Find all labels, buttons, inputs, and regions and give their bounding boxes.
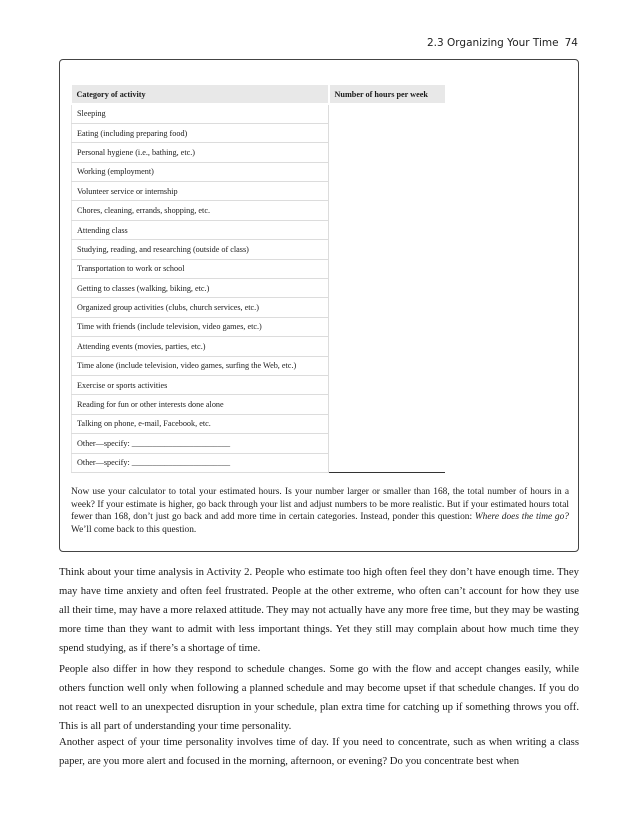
category-cell: Eating (including preparing food)	[72, 123, 329, 142]
running-header	[427, 37, 578, 49]
table-row	[72, 414, 445, 433]
hours-cell[interactable]	[329, 337, 445, 356]
category-cell: Sleeping	[72, 104, 329, 123]
table-row	[72, 337, 445, 356]
hours-cell[interactable]	[329, 104, 445, 123]
box-paragraph-question: Where does the time go?	[474, 512, 569, 523]
hours-cell[interactable]	[329, 201, 445, 220]
table-row	[72, 356, 445, 375]
category-cell: Exercise or sports activities	[72, 375, 329, 394]
table-row	[72, 298, 445, 317]
category-cell: Talking on phone, e-mail, Facebook, etc.	[72, 414, 329, 433]
box-paragraph	[71, 486, 569, 536]
body-paragraph: People also differ in how they respond to schedule changes. Some go with the flow and accept changes easily, while others function well only when following a planned schedule and may become upset if that schedule changes. If you do not react well to an unexpected disruption in your schedule, plan extra time for catching up if something throws you off. This is all part of understanding your time personality.	[59, 663, 579, 732]
column-header-category: Category of activity	[72, 85, 329, 104]
hours-cell[interactable]	[329, 356, 445, 375]
hours-cell[interactable]	[329, 220, 445, 239]
table-row	[72, 201, 445, 220]
category-cell: Chores, cleaning, errands, shopping, etc.	[72, 201, 329, 220]
table-row	[72, 162, 445, 181]
table-row	[72, 453, 445, 472]
hours-cell[interactable]	[329, 162, 445, 181]
category-cell: Working (employment)	[72, 162, 329, 181]
table-row	[72, 317, 445, 336]
category-cell: Getting to classes (walking, biking, etc.)	[72, 279, 329, 298]
time-analysis-table	[71, 85, 445, 473]
hours-cell[interactable]	[329, 182, 445, 201]
category-cell: Other—specify: ________________________	[72, 453, 329, 472]
table-row	[72, 143, 445, 162]
activity-box	[59, 59, 579, 552]
category-cell: Volunteer service or internship	[72, 182, 329, 201]
category-cell: Other—specify: ________________________	[72, 434, 329, 453]
category-cell: Time with friends (include television, video games, etc.)	[72, 317, 329, 336]
box-paragraph-text: Now use your calculator to total your estimated hours. Is your number larger or smaller than 168, the total number of hours in a week? If your estimate is higher, go back through your list and adjust numbers to be more realistic. But if your estimated hours total fewer than 168, don’t just go back and add more time in certain categories. Instead, ponder this question:	[71, 487, 569, 523]
hours-cell[interactable]	[329, 259, 445, 278]
hours-cell[interactable]	[329, 279, 445, 298]
table-row	[72, 375, 445, 394]
table-body	[72, 104, 445, 472]
category-cell: Transportation to work or school	[72, 259, 329, 278]
hours-cell[interactable]	[329, 453, 445, 472]
box-paragraph-text-end: We’ll come back to this question.	[71, 524, 197, 535]
category-cell: Attending events (movies, parties, etc.)	[72, 337, 329, 356]
category-cell: Organized group activities (clubs, church services, etc.)	[72, 298, 329, 317]
category-cell: Personal hygiene (i.e., bathing, etc.)	[72, 143, 329, 162]
table-row	[72, 259, 445, 278]
hours-cell[interactable]	[329, 298, 445, 317]
hours-cell[interactable]	[329, 240, 445, 259]
table-row	[72, 395, 445, 414]
hours-cell[interactable]	[329, 395, 445, 414]
table-row	[72, 434, 445, 453]
table-row	[72, 104, 445, 123]
page-number: 74	[564, 37, 578, 49]
hours-cell[interactable]	[329, 414, 445, 433]
hours-cell[interactable]	[329, 434, 445, 453]
body-paragraph: Another aspect of your time personality involves time of day. If you need to concentrate, such as when writing a class paper, are you more alert and focused in the morning, afternoon, or evening? Do you concentrate best when	[59, 736, 579, 767]
category-cell: Time alone (include television, video games, surfing the Web, etc.)	[72, 356, 329, 375]
hours-cell[interactable]	[329, 143, 445, 162]
table-header-row	[72, 85, 445, 104]
category-cell: Reading for fun or other interests done alone	[72, 395, 329, 414]
table-row	[72, 220, 445, 239]
table-row	[72, 123, 445, 142]
hours-cell[interactable]	[329, 123, 445, 142]
body-paragraph: Think about your time analysis in Activity 2. People who estimate too high often feel they don’t have enough time. They may have time anxiety and often feel frustrated. People at the other extreme, who often can’t account for how they use all their time, may have a more relaxed attitude. They may not actually have any more free time, but they may be wasting more time than they want to admit with less important things. Yet they still may complain about how much time they spend studying, as if there’s a shortage of time.	[59, 566, 579, 654]
section-title: 2.3 Organizing Your Time	[426, 37, 559, 49]
hours-cell[interactable]	[329, 375, 445, 394]
table-row	[72, 240, 445, 259]
column-header-hours: Number of hours per week	[329, 85, 445, 104]
hours-cell[interactable]	[329, 317, 445, 336]
category-cell: Attending class	[72, 220, 329, 239]
category-cell: Studying, reading, and researching (outside of class)	[72, 240, 329, 259]
table-row	[72, 182, 445, 201]
table-row	[72, 279, 445, 298]
